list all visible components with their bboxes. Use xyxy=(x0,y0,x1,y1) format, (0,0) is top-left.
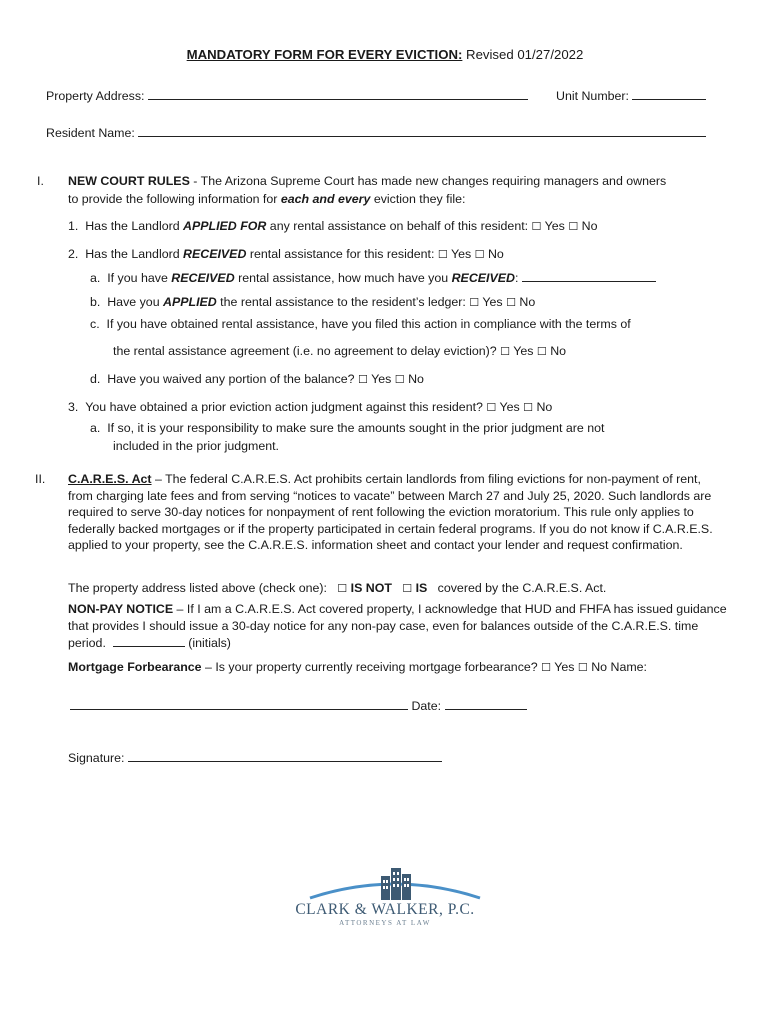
question-2c-yes-label: Yes xyxy=(513,344,534,358)
section-1-intro-emphasis: each and every xyxy=(280,192,371,206)
question-2c-no-checkbox[interactable]: ☐ xyxy=(536,345,547,358)
non-pay-notice-heading: NON-PAY NOTICE xyxy=(68,602,174,616)
question-2c-text-2: the rental assistance agreement (i.e. no agreement to delay eviction)? xyxy=(113,344,497,358)
question-3a-line2: included in the prior judgment. xyxy=(113,439,279,453)
property-address-row xyxy=(46,87,528,103)
question-2a-emphasis-2: RECEIVED xyxy=(451,271,515,285)
question-2c-text: If you have obtained rental assistance, have you filed this action in compliance with the terms of xyxy=(106,317,631,331)
question-2d-letter: d. xyxy=(90,372,101,386)
question-1-emphasis: APPLIED FOR xyxy=(183,219,267,233)
question-2b-letter: b. xyxy=(90,295,101,309)
is-not-covered-checkbox[interactable]: ☐ xyxy=(337,582,348,595)
question-2a xyxy=(90,269,656,285)
question-2b-emphasis: APPLIED xyxy=(163,295,217,309)
question-2b-text-2: the rental assistance to the resident’s ledger: xyxy=(216,295,466,309)
non-pay-notice-paragraph xyxy=(68,601,728,652)
section-1-heading: NEW COURT RULES xyxy=(68,174,190,188)
cares-act-heading: C.A.R.E.S. Act xyxy=(68,472,152,486)
property-address-label: Property Address: xyxy=(46,89,145,103)
is-covered-checkbox[interactable]: ☐ xyxy=(402,582,413,595)
unit-number-field[interactable] xyxy=(632,87,706,100)
section-1-numeral: I. xyxy=(37,174,44,188)
question-1-no-label: No xyxy=(581,219,598,233)
question-2-no-label: No xyxy=(487,247,504,261)
mortgage-forbearance-heading: Mortgage Forbearance xyxy=(68,660,202,674)
property-address-field[interactable] xyxy=(148,87,528,100)
signature-label: Signature: xyxy=(68,751,125,765)
question-2c-yes-checkbox[interactable]: ☐ xyxy=(500,345,510,358)
question-1-text: Has the Landlord xyxy=(85,219,184,233)
mortgage-no-name-label: No Name: xyxy=(591,660,647,674)
question-3-no-label: No xyxy=(536,400,553,414)
question-1-yes-checkbox[interactable]: ☐ xyxy=(531,220,542,233)
question-2-yes-label: Yes xyxy=(450,247,472,261)
initials-label: (initials) xyxy=(188,636,231,650)
received-amount-field[interactable] xyxy=(522,269,656,282)
question-2-no-checkbox[interactable]: ☐ xyxy=(474,248,485,261)
unit-number-row xyxy=(556,87,706,103)
signature-field[interactable] xyxy=(128,749,442,762)
section-1-intro-line1 xyxy=(68,174,666,188)
mortgage-forbearance-row xyxy=(68,660,647,674)
question-3-yes-label: Yes xyxy=(499,400,520,414)
question-2b-no-checkbox[interactable]: ☐ xyxy=(506,296,516,309)
form-title xyxy=(0,47,770,62)
logo-buildings xyxy=(381,868,411,900)
question-1-yes-label: Yes xyxy=(544,219,565,233)
date-field[interactable] xyxy=(445,697,527,710)
is-label: IS xyxy=(415,581,428,595)
section-2-numeral: II. xyxy=(35,472,46,486)
question-2-yes-checkbox[interactable]: ☐ xyxy=(437,248,448,261)
question-2a-colon: : xyxy=(514,271,519,285)
question-2d-yes-checkbox[interactable]: ☐ xyxy=(357,373,368,386)
question-2b-text: Have you xyxy=(107,295,164,309)
mortgage-forbearance-body: – Is your property currently receiving mortgage forbearance? xyxy=(201,660,538,674)
name-field[interactable] xyxy=(70,697,408,710)
date-label: Date: xyxy=(411,699,442,713)
resident-name-field[interactable] xyxy=(138,124,706,137)
section-1-intro-text-2: to provide the following information for xyxy=(68,192,281,206)
firm-tagline: ATTORNEYS AT LAW xyxy=(339,919,431,927)
initials-field[interactable] xyxy=(113,634,185,647)
question-3-text: You have obtained a prior eviction action judgment against this resident? xyxy=(85,400,483,414)
question-2d-text: Have you waived any portion of the balance? xyxy=(107,372,355,386)
cares-act-body: – The federal C.A.R.E.S. Act prohibits certain landlords from filing evictions for non-payment of rent, from charging late fees and from serving “notices to vacate” between March 27 and July 25, 2020. Such landlords are required to serve 30-day notices for nonpayment of rent following the eviction moratorium. This rule only applies to federally backed mortgages or if the property participated in certain federal programs. If you do not know if C.A.R.E.S. applied to your property, see the C.A.R.E.S. information sheet and contact your lender and request confirmation. xyxy=(68,472,713,552)
section-1-intro-text-3: eviction they file: xyxy=(370,192,466,206)
question-2c-line1 xyxy=(90,317,631,331)
question-2-number: 2. xyxy=(68,247,79,261)
signature-row xyxy=(68,749,442,765)
form-title-bold: MANDATORY FORM FOR EVERY EVICTION: xyxy=(186,47,463,62)
resident-name-label: Resident Name: xyxy=(46,126,135,140)
question-2a-text-2: rental assistance, how much have you xyxy=(234,271,452,285)
resident-name-row xyxy=(46,124,706,140)
question-3-no-checkbox[interactable]: ☐ xyxy=(523,401,534,414)
question-2d-yes-label: Yes xyxy=(371,372,392,386)
question-3 xyxy=(68,400,552,414)
cares-coverage-check xyxy=(68,581,606,595)
question-2-emphasis: RECEIVED xyxy=(183,247,247,261)
question-2d xyxy=(90,372,424,386)
is-not-label: IS NOT xyxy=(350,581,392,595)
question-1-no-checkbox[interactable]: ☐ xyxy=(568,220,579,233)
mortgage-yes-checkbox[interactable]: ☐ xyxy=(541,661,551,674)
question-3a-letter: a. xyxy=(90,421,101,435)
mortgage-yes-label: Yes xyxy=(554,660,575,674)
question-2d-no-checkbox[interactable]: ☐ xyxy=(394,373,405,386)
mortgage-no-checkbox[interactable]: ☐ xyxy=(577,661,588,674)
question-2b xyxy=(90,295,535,309)
question-2b-yes-label: Yes xyxy=(482,295,503,309)
question-3a-line1 xyxy=(90,421,605,435)
question-3-number: 3. xyxy=(68,400,79,414)
question-2b-no-label: No xyxy=(519,295,536,309)
cares-coverage-text: The property address listed above (check one): xyxy=(68,581,327,595)
question-2a-emphasis: RECEIVED xyxy=(171,271,235,285)
question-2c-letter: c. xyxy=(90,317,100,331)
question-1-text-2: any rental assistance on behalf of this resident: xyxy=(266,219,529,233)
question-1 xyxy=(68,219,597,233)
non-pay-notice-body: – If I am a C.A.R.E.S. Act covered property, I acknowledge that HUD and FHFA has issued guidance that provides I should issue a 30-day notice for any non-pay case, even for balances outside of the C.A.R.E.S. time period. xyxy=(68,602,727,650)
question-2a-text: If you have xyxy=(107,271,172,285)
question-3-yes-checkbox[interactable]: ☐ xyxy=(486,401,497,414)
cares-coverage-text-2: covered by the C.A.R.E.S. Act. xyxy=(437,581,607,595)
firm-name: CLARK & WALKER, P.C. xyxy=(295,901,475,918)
question-1-number: 1. xyxy=(68,219,79,233)
section-1-intro-line2 xyxy=(68,192,465,206)
question-2b-yes-checkbox[interactable]: ☐ xyxy=(469,296,480,309)
question-2-text: Has the Landlord xyxy=(85,247,184,261)
question-2d-no-label: No xyxy=(408,372,424,386)
question-2-text-2: rental assistance for this resident: xyxy=(246,247,435,261)
cares-act-paragraph xyxy=(68,471,724,554)
question-3a-text: If so, it is your responsibility to make sure the amounts sought in the prior judgment are not xyxy=(107,421,605,435)
question-2c-no-label: No xyxy=(550,344,567,358)
name-date-row xyxy=(70,697,527,713)
form-title-revised: Revised 01/27/2022 xyxy=(462,47,584,62)
section-1-intro-text: - The Arizona Supreme Court has made new changes requiring managers and owners xyxy=(189,174,667,188)
unit-number-label: Unit Number: xyxy=(556,89,629,103)
question-2 xyxy=(68,247,504,261)
question-2c-line2 xyxy=(113,344,566,358)
question-2a-letter: a. xyxy=(90,271,101,285)
